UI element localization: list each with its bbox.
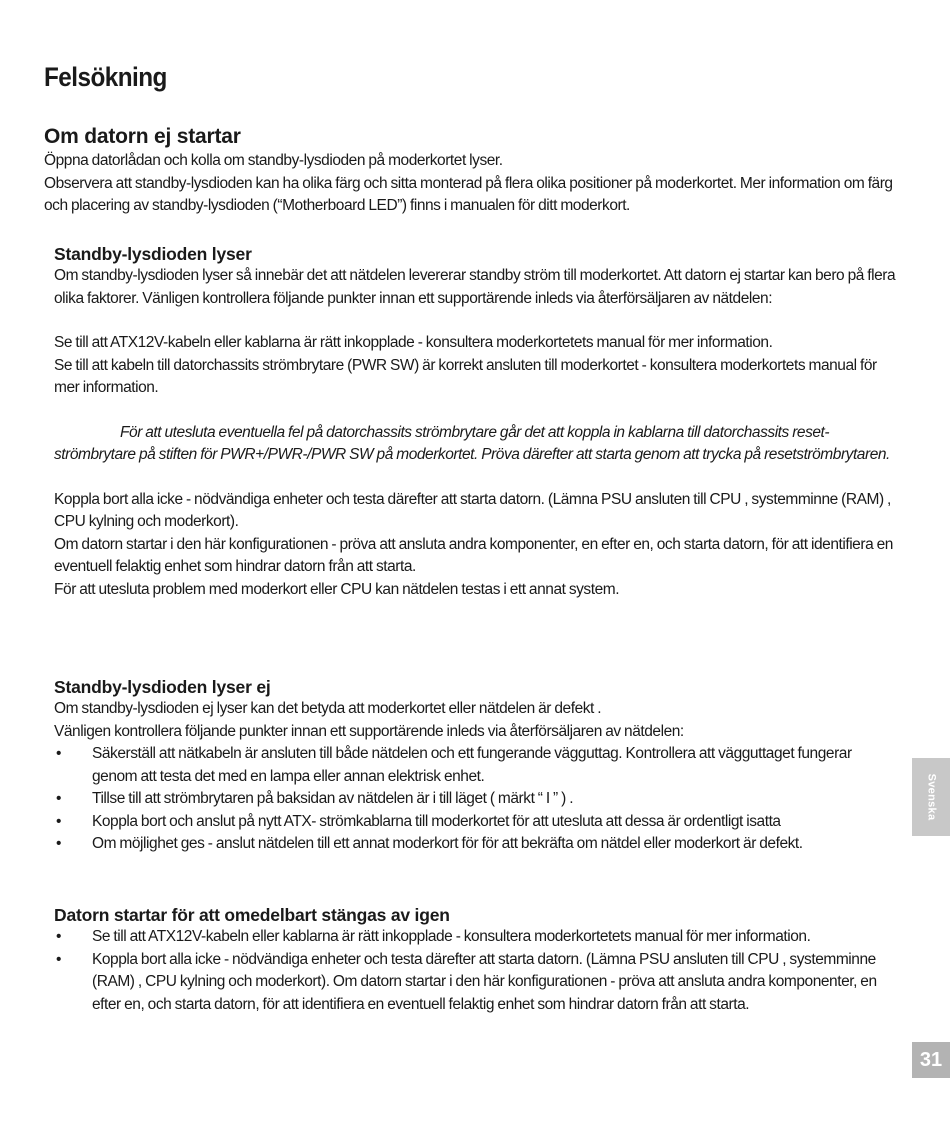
shuts-off-bullet-list	[54, 926, 900, 1016]
led-on-paragraph-4: Om datorn startar i den här konfigurationen - pröva att ansluta andra komponenter, en efter en, och starta datorn, för att identifiera en eventuell felaktig enhet som hindrar datorn från att starta.	[54, 535, 893, 575]
language-side-tab	[912, 758, 950, 836]
led-on-paragraph-5: För att utesluta problem med moderkort eller CPU kan nätdelen testas i ett annat system.	[54, 580, 620, 598]
list-item	[54, 949, 900, 1017]
list-item	[54, 788, 900, 811]
section-shuts-off	[54, 904, 900, 1016]
led-off-line-2: Vänligen kontrollera följande punkter innan ett supportärende inleds via återförsäljaren av nätdelen:	[54, 722, 684, 740]
section-heading-not-starting: Om datorn ej startar	[44, 125, 241, 148]
bullet-marker: •	[56, 812, 61, 830]
list-item	[54, 743, 900, 788]
section-not-starting	[44, 124, 904, 218]
led-off-line-1: Om standby-lysdioden ej lyser kan det betyda att moderkortet eller nätdelen är defekt .	[54, 700, 602, 717]
list-item-text: Koppla bort och anslut på nytt ATX- strömkablarna till moderkortet för att utesluta att dessa är ordentligt isatta	[92, 812, 781, 830]
bullet-marker: •	[56, 790, 61, 807]
section-led-off	[54, 676, 900, 856]
list-item-text: Koppla bort alla icke - nödvändiga enheter och testa därefter att starta datorn. (Lämna PSU ansluten till CPU , systemminne (RAM) , CPU kylning och moderkort). Om datorn startar i den här konfigurationen - pröva att ansluta andra komponenter, en efter en, och starta datorn, för att identifiera en eventuell felaktig enhet som hindrar datorn från att starta.	[92, 950, 877, 1013]
bullet-marker: •	[56, 745, 61, 762]
bullet-marker: •	[56, 835, 61, 852]
led-off-bullet-list	[54, 743, 900, 856]
list-item-text: Säkerställ att nätkabeln är ansluten till både nätdelen och ett fungerande vägguttag. Kontrollera att vägguttaget fungerar genom att testa det med en lampa eller annan elektrisk enhet.	[92, 745, 852, 785]
page-title: Felsökning	[44, 62, 167, 92]
led-on-paragraph-1: Om standby-lysdioden lyser så innebär det att nätdelen levererar standby ström till moderkortet. Att datorn ej startar kan bero på flera olika faktorer. Vänligen kontrollera följande punkter innan ett supportärende inleds via återförsäljaren av nätdelen:	[54, 267, 896, 307]
list-item	[54, 811, 900, 834]
list-item	[54, 833, 900, 856]
led-on-italic-note: För att utesluta eventuella fel på datorchassits strömbrytare går det att koppla in kablarna till datorchassits reset-strömbrytare på stiften för PWR+/PWR-/PWR SW på moderkortet. Pröva därefter att starta genom att trycka på resetströmbrytaren.	[54, 423, 890, 463]
led-on-paragraph-3: Koppla bort alla icke - nödvändiga enheter och testa därefter att starta datorn. (Lämna PSU ansluten till CPU , systemminne (RAM) , CPU kylning och moderkort).	[54, 490, 891, 530]
section-heading-led-off: Standby-lysdioden lyser ej	[54, 677, 271, 697]
intro-line-2: Observera att standby-lysdioden kan ha olika färg och sitta monterad på flera olika positioner på moderkortet. Mer information om färg och placering av standby-lysdioden (“Motherboard LED”) finns i manualen för ditt moderkort.	[44, 174, 893, 214]
led-on-pwr-sw-line: Se till att kabeln till datorchassits strömbrytare (PWR SW) är korrekt ansluten till moderkortet - konsultera moderkortets manual för mer information.	[54, 356, 877, 396]
list-item-text: Tillse till att strömbrytaren på baksidan av nätdelen är i till läget ( märkt “ I ” ) .	[92, 790, 574, 807]
section-heading-led-on: Standby-lysdioden lyser	[54, 244, 252, 264]
section-led-on	[54, 243, 900, 601]
list-item-text: Se till att ATX12V-kabeln eller kablarna är rätt inkopplade - konsultera moderkortetets manual för mer information.	[92, 928, 811, 945]
intro-line-1: Öppna datorlådan och kolla om standby-lysdioden på moderkortet lyser.	[44, 152, 503, 169]
led-on-atx12v-line: Se till att ATX12V-kabeln eller kablarna är rätt inkopplade - konsultera moderkortetets manual för mer information.	[54, 334, 773, 351]
bullet-marker: •	[56, 928, 61, 945]
page-number: 31	[912, 1042, 950, 1078]
section-heading-shuts-off: Datorn startar för att omedelbart stängas av igen	[54, 905, 450, 925]
bullet-marker: •	[56, 950, 61, 968]
list-item	[54, 926, 900, 949]
list-item-text: Om möjlighet ges - anslut nätdelen till ett annat moderkort för för att bekräfta om nätdel eller moderkort är defekt.	[92, 835, 803, 852]
language-tab-label: Svenska	[925, 773, 937, 821]
